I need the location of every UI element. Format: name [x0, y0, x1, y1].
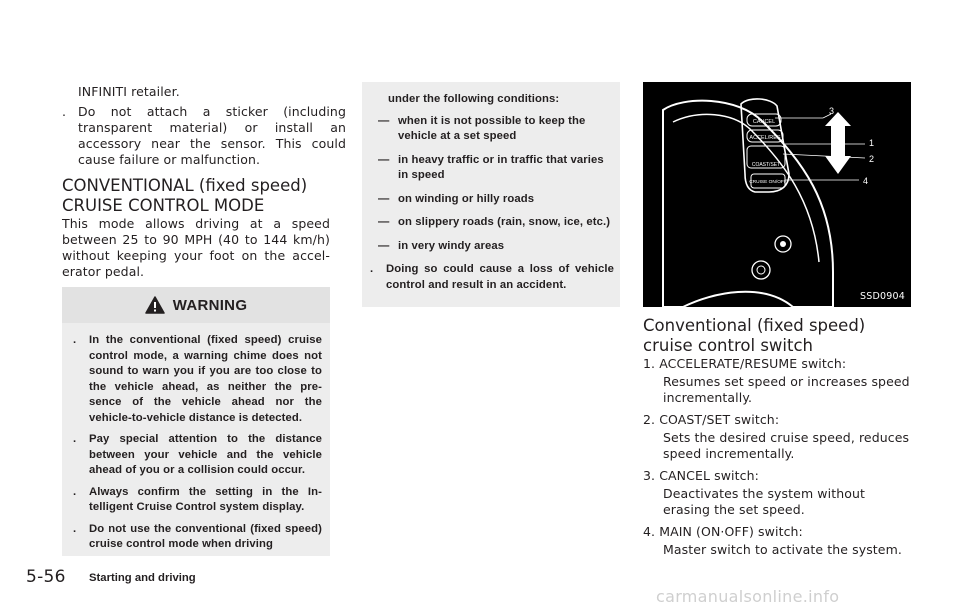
warning-item — [73, 522, 322, 553]
steering-wheel-switch-illustration — [643, 82, 911, 307]
intro-paragraph: This mode allows driving at a speed between 25 to 90 MPH (40 to 144 km/h) without keeping your foot on the accel- erator pedal. — [62, 216, 330, 279]
switch-list — [643, 356, 911, 564]
accel-res-button-label: ACCEL/RES — [749, 135, 781, 141]
em-dash: — — [378, 192, 390, 205]
cancel-button-label: CANCEL — [752, 119, 776, 125]
conditions-lead: under the following conditions: — [388, 93, 560, 105]
warning-item — [73, 333, 322, 426]
warning-list — [73, 333, 322, 559]
callout-3: 3 — [829, 106, 835, 116]
switch-heading: Conventional (fixed speed) cruise control switch — [643, 316, 866, 355]
warning-box — [62, 287, 330, 556]
switch-item-label: 1. ACCELERATE/RESUME switch: — [643, 356, 847, 371]
em-dash: — — [378, 153, 390, 166]
em-dash: — — [378, 216, 390, 228]
switch-item-desc: Deactivates the system without erasing the set speed. — [663, 486, 865, 517]
bullet-loss-text: Doing so could cause a loss of vehicle control and result in an accident. — [386, 263, 614, 291]
switch-item — [643, 468, 911, 518]
warning-item-text: Pay special attention to the distance between your vehicle and the vehicle ahead of you or a collision could occur. — [89, 433, 322, 476]
up-arrow-icon — [825, 112, 851, 142]
warning-item-text: Always confirm the setting in the In- telligent Cruise Control system display. — [89, 485, 322, 513]
condition-text: in very windy areas — [398, 239, 505, 252]
bullet-loss — [370, 262, 614, 293]
warning-item-text: Do not use the conventional (fixed speed) cruise control mode when driving — [89, 522, 322, 550]
switch-item-desc: Master switch to activate the system. — [663, 542, 902, 557]
condition-text: when it is not possible to keep the vehicle at a set speed — [398, 114, 586, 142]
condition-text: on slippery roads (rain, snow, ice, etc.) — [398, 216, 611, 228]
bullet-dot: . — [73, 485, 77, 498]
condition-item — [370, 153, 614, 184]
watermark: carmanualsonline.info — [656, 587, 840, 606]
figure-code: SSD0904 — [860, 291, 905, 302]
coast-set-button-label: COAST/SET — [751, 162, 781, 168]
bullet-dot: . — [73, 334, 77, 346]
switch-item — [643, 524, 911, 558]
condition-item — [370, 239, 614, 255]
callout-1: 1 — [869, 138, 875, 148]
em-dash: — — [378, 114, 390, 127]
cruise-on-off-button-label: CRUISE ON/OFF — [749, 180, 787, 185]
warning-header — [62, 287, 330, 323]
warning-title: WARNING — [172, 296, 248, 314]
warning-continued-content — [370, 92, 614, 293]
steering-switch-figure — [643, 82, 911, 307]
switch-item-label: 2. COAST/SET switch: — [643, 412, 780, 427]
bullet-sticker-text: Do not attach a sticker (including transparent material) or install an accessory near the sensor. This could cause failure or malfunction. — [78, 104, 346, 167]
switch-item-desc: Sets the desired cruise speed, reduces speed incrementally. — [663, 430, 910, 461]
bullet-dot: . — [73, 522, 77, 535]
bullet-dot: . — [62, 104, 67, 119]
condition-item — [370, 192, 614, 208]
section-name: Starting and driving — [89, 572, 196, 584]
switch-item-label: 4. MAIN (ON·OFF) switch: — [643, 524, 803, 539]
warning-item-text: In the conventional (fixed speed) cruise control mode, a warning chime does not sound to warn you if you are too close to the vehicle ahead, as neither the pre- sence of the vehicle ahead nor the vehicle-to-vehicle distance is detected. — [89, 334, 322, 424]
warning-continued-box — [362, 82, 620, 307]
warning-item — [73, 485, 322, 516]
callout-2: 2 — [869, 154, 875, 164]
condition-item — [370, 215, 614, 231]
condition-text: on winding or hilly roads — [398, 192, 535, 205]
bullet-sticker — [62, 104, 346, 168]
condition-item — [370, 114, 614, 145]
warning-triangle-icon — [145, 296, 165, 314]
switch-item — [643, 412, 911, 462]
section-heading: CONVENTIONAL (fixed speed) CRUISE CONTROL MODE — [62, 176, 308, 215]
condition-text: in heavy traffic or in traffic that varies in speed — [398, 153, 604, 181]
page-number: 5-56 — [26, 567, 66, 587]
bullet-dot: . — [370, 263, 374, 275]
bullet-dot: . — [73, 433, 77, 445]
switch-item — [643, 356, 911, 406]
warning-item — [73, 432, 322, 479]
em-dash: — — [378, 239, 390, 252]
switch-item-desc: Resumes set speed or increases speed incrementally. — [663, 374, 910, 405]
callout-4: 4 — [863, 176, 869, 186]
switch-item-label: 3. CANCEL switch: — [643, 468, 759, 483]
continued-text: INFINITI retailer. — [78, 84, 180, 99]
